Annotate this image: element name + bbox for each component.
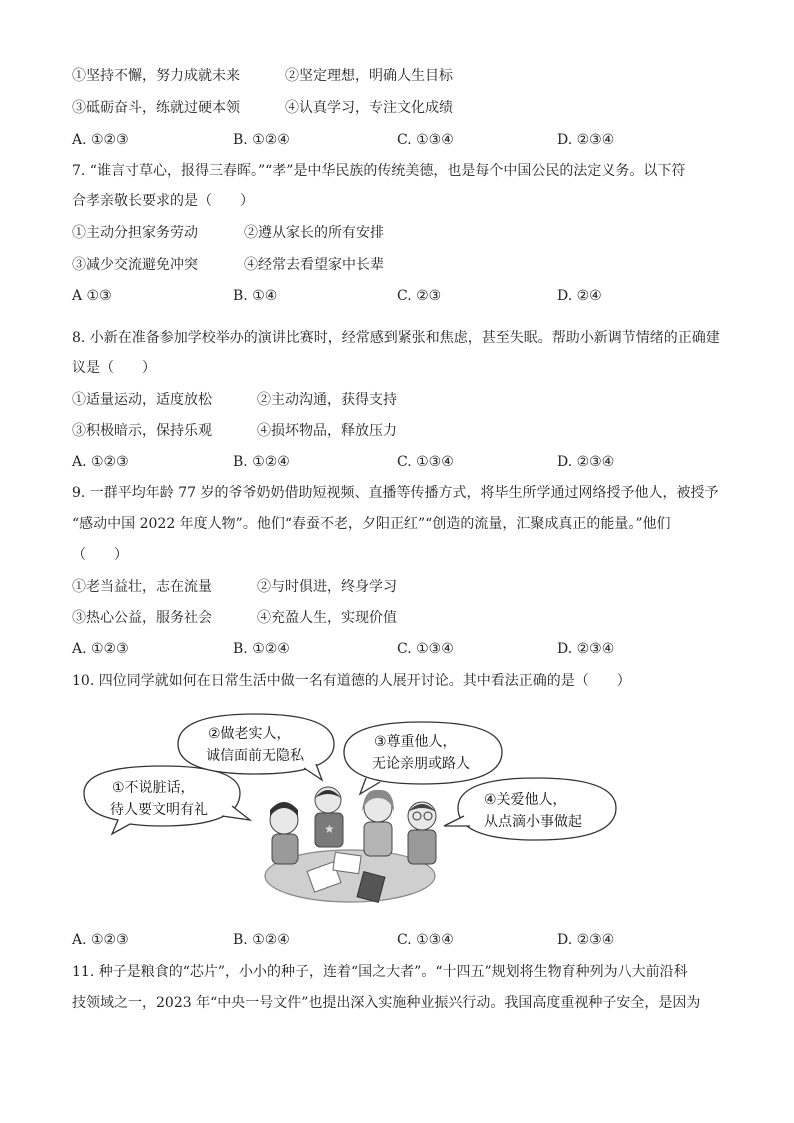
- q7-item-1: ①主动分担家务劳动: [72, 225, 198, 241]
- q8-item-4: ④损坏物品，释放压力: [257, 423, 397, 439]
- bubble-2-line-2: 诚信面前无隐私: [206, 748, 304, 764]
- q7-item-3: ③减少交流避免冲突: [72, 257, 198, 273]
- bubble-1-line-1: ①不说脏话，: [112, 780, 195, 796]
- q10-option-c[interactable]: C. ①③④: [397, 932, 454, 948]
- q8-option-d[interactable]: D. ②③④: [557, 454, 615, 470]
- bubble-4-line-2: 从点滴小事做起: [484, 814, 582, 830]
- q6-item-2: ②坚定理想，明确人生目标: [285, 68, 453, 84]
- student-figure-4: [408, 802, 436, 864]
- q10-stem: 10. 四位同学就如何在日常生活中做一名有道德的人展开讨论。其中看法正确的是（ ）: [72, 673, 631, 689]
- q9-stem-line3: （ ）: [72, 547, 128, 563]
- star-icon: ★: [324, 822, 335, 836]
- q6-item-4: ④认真学习，专注文化成绩: [285, 100, 453, 116]
- q8-item-2: ②主动沟通，获得支持: [257, 392, 397, 408]
- q10-option-d[interactable]: D. ②③④: [557, 932, 615, 948]
- q9-item-1: ①老当益壮，志在流量: [72, 579, 212, 595]
- q10-option-b[interactable]: B. ①②④: [233, 932, 290, 948]
- q8-stem-line2: 议是（ ）: [72, 360, 156, 376]
- q9-stem-line2: “感动中国 2022 年度人物”。他们“春蚕不老，夕阳正红”“创造的流量，汇聚成真正的能量。”他们: [72, 516, 671, 532]
- q10-option-a[interactable]: A. ①②③: [72, 932, 129, 948]
- student-figure-2: [315, 787, 343, 847]
- bubble-1-line-2: 待人要文明有礼: [110, 802, 208, 818]
- bubble-3-line-1: ③尊重他人，: [374, 734, 457, 750]
- student-figure-3: [362, 790, 394, 856]
- q7-stem-line2: 合孝亲敬长要求的是（ ）: [72, 193, 254, 209]
- q9-item-2: ②与时俱进，终身学习: [257, 579, 397, 595]
- q8-option-b[interactable]: B. ①②④: [233, 454, 290, 470]
- q7-item-4: ④经常去看望家中长辈: [244, 257, 384, 273]
- q11-stem-line1: 11. 种子是粮食的“芯片”，小小的种子，连着“国之大者”。“十四五”规划将生物育种列为八大前沿科: [72, 964, 688, 980]
- q9-item-3: ③热心公益，服务社会: [72, 610, 212, 626]
- q6-item-3: ③砥砺奋斗，练就过硬本领: [72, 100, 240, 116]
- q8-stem-line1: 8. 小新在准备参加学校举办的演讲比赛时，经常感到紧张和焦虑，甚至失眠。帮助小新调节情绪的正确建: [72, 330, 720, 346]
- q7-stem-line1: 7. “谁言寸草心，报得三春晖。”“孝”是中华民族的传统美德，也是每个中国公民的法定义务。以下符: [72, 163, 686, 179]
- q6-option-c[interactable]: C. ①③④: [397, 132, 454, 148]
- q7-option-c[interactable]: C. ②③: [397, 288, 442, 304]
- q6-option-d[interactable]: D. ②③④: [557, 132, 615, 148]
- speech-bubble-3: [344, 722, 502, 794]
- q6-option-b[interactable]: B. ①②④: [233, 132, 290, 148]
- q7-option-a[interactable]: A ①③: [72, 288, 112, 304]
- q8-option-c[interactable]: C. ①③④: [397, 454, 454, 470]
- q9-stem-line1: 9. 一群平均年龄 77 岁的爷爷奶奶借助短视频、直播等传播方式，将毕生所学通过网络授予他人，被授予: [72, 485, 719, 501]
- q10-discussion-illustration: [72, 708, 632, 920]
- q9-option-d[interactable]: D. ②③④: [557, 641, 615, 657]
- student-figure-1: [270, 802, 298, 864]
- q7-option-d[interactable]: D. ②④: [557, 288, 602, 304]
- bubble-3-line-2: 无论亲朋或路人: [372, 756, 470, 772]
- q11-stem-line2: 技领域之一，2023 年“中央一号文件”也提出深入实施种业振兴行动。我国高度重视种子安全，是因为: [72, 995, 701, 1011]
- q6-item-1: ①坚持不懈，努力成就未来: [72, 68, 240, 84]
- q9-item-4: ④充盈人生，实现价值: [257, 610, 397, 626]
- speech-bubble-4: [444, 778, 616, 840]
- q9-option-b[interactable]: B. ①②④: [233, 641, 290, 657]
- bubble-2-line-1: ②做老实人，: [208, 726, 291, 742]
- q9-option-a[interactable]: A. ①②③: [72, 641, 129, 657]
- q8-option-a[interactable]: A. ①②③: [72, 454, 129, 470]
- q7-option-b[interactable]: B. ①④: [233, 288, 278, 304]
- q9-option-c[interactable]: C. ①③④: [397, 641, 454, 657]
- speech-bubble-1: [84, 766, 250, 834]
- bubble-4-line-1: ④关爱他人，: [484, 792, 567, 808]
- q7-item-2: ②遵从家长的所有安排: [244, 225, 384, 241]
- q8-item-3: ③积极暗示，保持乐观: [72, 423, 212, 439]
- paper-sheet: [333, 852, 361, 873]
- q8-item-1: ①适量运动，适度放松: [72, 392, 212, 408]
- q6-option-a[interactable]: A. ①②③: [72, 132, 129, 148]
